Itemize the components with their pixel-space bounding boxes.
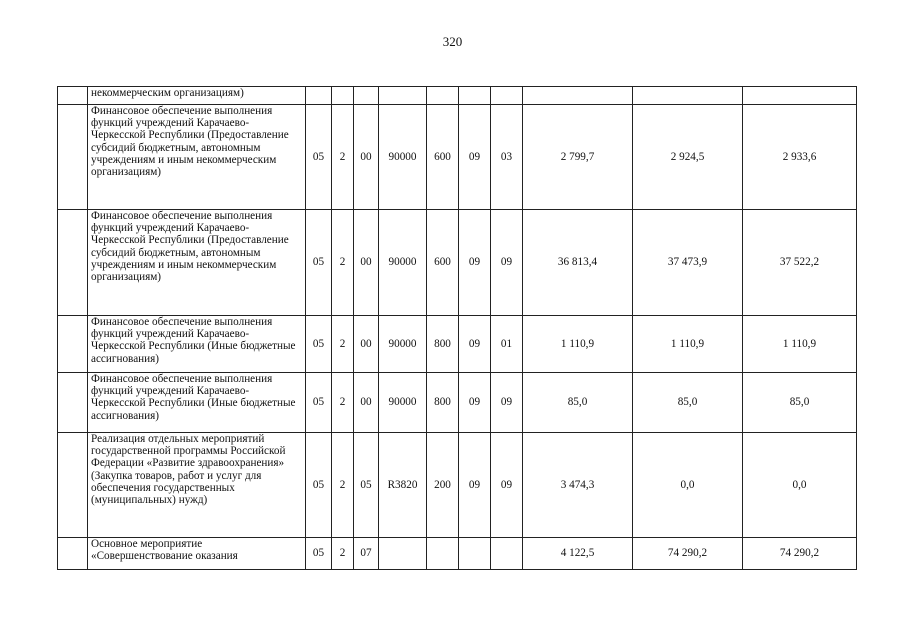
expense-type-cell: 200 xyxy=(427,433,459,538)
table-row xyxy=(58,87,857,105)
subsection-code-cell: 2 xyxy=(332,538,354,570)
value-year-1-cell: 85,0 xyxy=(523,373,633,433)
value-year-3-cell xyxy=(743,87,857,105)
value-year-3-cell: 37 522,2 xyxy=(743,210,857,316)
subsection-code-cell: 2 xyxy=(332,210,354,316)
chapter-code-cell xyxy=(459,87,491,105)
target-code-cell: 90000 xyxy=(379,105,427,210)
value-year-3-cell: 85,0 xyxy=(743,373,857,433)
section-code-cell: 05 xyxy=(306,538,332,570)
item-name-cell: Финансовое обеспечение выполнения функций учреждений Карачаево-Черкесской Республики (Предоставление субсидий бюджетным, автономным учреждениям и иным некоммерческим организациям) xyxy=(88,105,306,210)
value-year-3-cell: 74 290,2 xyxy=(743,538,857,570)
section-code-cell: 05 xyxy=(306,433,332,538)
value-year-3-cell: 2 933,6 xyxy=(743,105,857,210)
subsection-code-cell: 2 xyxy=(332,373,354,433)
value-year-2-cell: 0,0 xyxy=(633,433,743,538)
expense-type-cell xyxy=(427,87,459,105)
subchapter-code-cell: 09 xyxy=(491,210,523,316)
table-row xyxy=(58,210,857,316)
subchapter-code-cell: 03 xyxy=(491,105,523,210)
subchapter-code-cell: 01 xyxy=(491,316,523,373)
value-year-2-cell: 74 290,2 xyxy=(633,538,743,570)
row-number-cell xyxy=(58,87,88,105)
program-code-cell: 07 xyxy=(354,538,379,570)
value-year-1-cell: 2 799,7 xyxy=(523,105,633,210)
chapter-code-cell: 09 xyxy=(459,373,491,433)
subchapter-code-cell: 09 xyxy=(491,433,523,538)
target-code-cell: 90000 xyxy=(379,210,427,316)
item-name-cell: Финансовое обеспечение выполнения функций учреждений Карачаево-Черкесской Республики (Предоставление субсидий бюджетным, автономным учреждениям и иным некоммерческим организациям) xyxy=(88,210,306,316)
row-number-cell xyxy=(58,210,88,316)
expense-type-cell: 600 xyxy=(427,210,459,316)
program-code-cell: 00 xyxy=(354,210,379,316)
program-code-cell: 05 xyxy=(354,433,379,538)
subsection-code-cell xyxy=(332,87,354,105)
budget-table xyxy=(57,86,857,570)
chapter-code-cell: 09 xyxy=(459,210,491,316)
chapter-code-cell: 09 xyxy=(459,105,491,210)
target-code-cell: 90000 xyxy=(379,316,427,373)
section-code-cell xyxy=(306,87,332,105)
subchapter-code-cell: 09 xyxy=(491,373,523,433)
value-year-1-cell: 1 110,9 xyxy=(523,316,633,373)
value-year-1-cell: 3 474,3 xyxy=(523,433,633,538)
section-code-cell: 05 xyxy=(306,373,332,433)
expense-type-cell: 800 xyxy=(427,316,459,373)
section-code-cell: 05 xyxy=(306,210,332,316)
value-year-2-cell xyxy=(633,87,743,105)
target-code-cell xyxy=(379,538,427,570)
value-year-1-cell: 4 122,5 xyxy=(523,538,633,570)
chapter-code-cell: 09 xyxy=(459,433,491,538)
table-row xyxy=(58,105,857,210)
target-code-cell xyxy=(379,87,427,105)
value-year-3-cell: 0,0 xyxy=(743,433,857,538)
target-code-cell: R3820 xyxy=(379,433,427,538)
item-name-cell: Основное мероприятие «Совершенствование оказания xyxy=(88,538,306,570)
value-year-2-cell: 2 924,5 xyxy=(633,105,743,210)
section-code-cell: 05 xyxy=(306,105,332,210)
row-number-cell xyxy=(58,433,88,538)
item-name-cell: Финансовое обеспечение выполнения функций учреждений Карачаево-Черкесской Республики (Иные бюджетные ассигнования) xyxy=(88,373,306,433)
subsection-code-cell: 2 xyxy=(332,105,354,210)
subsection-code-cell: 2 xyxy=(332,433,354,538)
item-name-cell: Финансовое обеспечение выполнения функций учреждений Карачаево-Черкесской Республики (Иные бюджетные ассигнования) xyxy=(88,316,306,373)
row-number-cell xyxy=(58,373,88,433)
item-name-cell: некоммерческим организациям) xyxy=(88,87,306,105)
value-year-1-cell: 36 813,4 xyxy=(523,210,633,316)
value-year-2-cell: 1 110,9 xyxy=(633,316,743,373)
table-row xyxy=(58,538,857,570)
value-year-3-cell: 1 110,9 xyxy=(743,316,857,373)
expense-type-cell: 600 xyxy=(427,105,459,210)
expense-type-cell xyxy=(427,538,459,570)
expense-type-cell: 800 xyxy=(427,373,459,433)
subsection-code-cell: 2 xyxy=(332,316,354,373)
table-row xyxy=(58,433,857,538)
program-code-cell xyxy=(354,87,379,105)
row-number-cell xyxy=(58,538,88,570)
item-name-cell: Реализация отдельных мероприятий государственной программы Российской Федерации «Развитие здравоохранения» (Закупка товаров, работ и услуг для обеспечения государственных (муниципальных) нужд) xyxy=(88,433,306,538)
value-year-2-cell: 85,0 xyxy=(633,373,743,433)
section-code-cell: 05 xyxy=(306,316,332,373)
table-row xyxy=(58,373,857,433)
page-number: 320 xyxy=(442,34,463,49)
table-row xyxy=(58,316,857,373)
chapter-code-cell: 09 xyxy=(459,316,491,373)
program-code-cell: 00 xyxy=(354,373,379,433)
subchapter-code-cell xyxy=(491,87,523,105)
row-number-cell xyxy=(58,105,88,210)
program-code-cell: 00 xyxy=(354,105,379,210)
value-year-1-cell xyxy=(523,87,633,105)
target-code-cell: 90000 xyxy=(379,373,427,433)
value-year-2-cell: 37 473,9 xyxy=(633,210,743,316)
row-number-cell xyxy=(58,316,88,373)
chapter-code-cell xyxy=(459,538,491,570)
subchapter-code-cell xyxy=(491,538,523,570)
program-code-cell: 00 xyxy=(354,316,379,373)
